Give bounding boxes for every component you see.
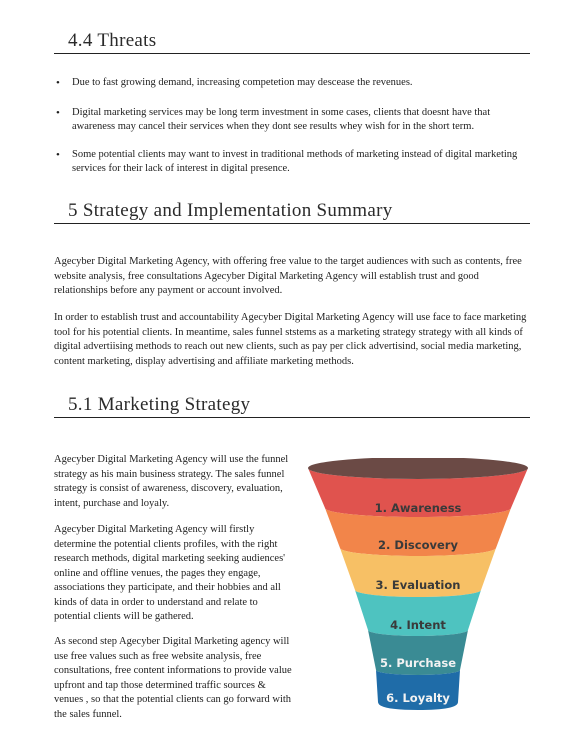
section-heading-marketing <box>54 394 530 418</box>
list-item: • Some potential clients may want to invest in traditional methods of marketing instead of digital marketing services for their lack of interest in digital presence. <box>54 148 530 177</box>
strategy-paragraph: Agecyber Digital Marketing Agency, with offering free value to the target audiences with such as contents, free website analysis, free consultations Agecyber Digital Marketing Agency will establish trust and good relationships before any payment or account involved. <box>54 256 522 296</box>
section-heading-text: 5.1 Marketing Strategy <box>68 394 251 415</box>
marketing-paragraph: Agecyber Digital Marketing Agency will firstly determine the potential clients profiles, with the right research methods, digital marketing seeking audiences' online and offline venues, the pages they engage, associations they participate, and their hobbies and all kinds of data in order to understand and relate to potential clients will be gathered. <box>54 524 286 622</box>
funnel-rim <box>308 458 528 479</box>
strategy-paragraph: In order to establish trust and accountability Agecyber Digital Marketing Agency will use face to face marketing tool for his potential clients. In meantime, sales funnel ststems as a marketing strategy strategy with all kinds of digital advertiising methods to reach out new clients, such as pay per click advertisind, social media marketing, content marketing, display advertising and affiliate marketing methods. <box>54 312 527 367</box>
marketing-paragraph: Agecyber Digital Marketing Agency will use the funnel strategy as his main business strategy. The sales funnel strategy is consist of awareness, discovery, evaluation, intent, purchase and loyaly. <box>54 454 289 509</box>
section-heading-strategy <box>54 200 530 224</box>
section-heading-threats <box>54 30 530 54</box>
threats-list <box>54 76 530 177</box>
funnel-stage-label: 1. Awareness <box>374 501 462 515</box>
funnel-stage-label: 2. Discovery <box>378 538 458 552</box>
funnel-stage-label: 3. Evaluation <box>375 578 461 592</box>
funnel-stage-label: 6. Loyalty <box>386 691 450 705</box>
sales-funnel-diagram <box>300 458 536 720</box>
funnel-stage-label: 4. Intent <box>390 618 446 632</box>
section-heading-text: 4.4 Threats <box>68 30 157 51</box>
section-heading-text: 5 Strategy and Implementation Summary <box>68 200 393 221</box>
funnel-stage-label: 5. Purchase <box>379 656 457 670</box>
list-item: • Due to fast growing demand, increasing competetion may descease the revenues. <box>54 76 530 91</box>
marketing-paragraph: As second step Agecyber Digital Marketing agency will use free values such as free website analysis, free consultations, free content informations to provide value upfront and tap those determined traffic sources & venues , so that the potential clients can go forward with the sales funnel. <box>54 636 292 720</box>
list-item: • Digital marketing services may be long term investment in some cases, clients that doesnt have that awareness may cancel their services when they dont see results whey wish for in the short term. <box>54 106 530 135</box>
